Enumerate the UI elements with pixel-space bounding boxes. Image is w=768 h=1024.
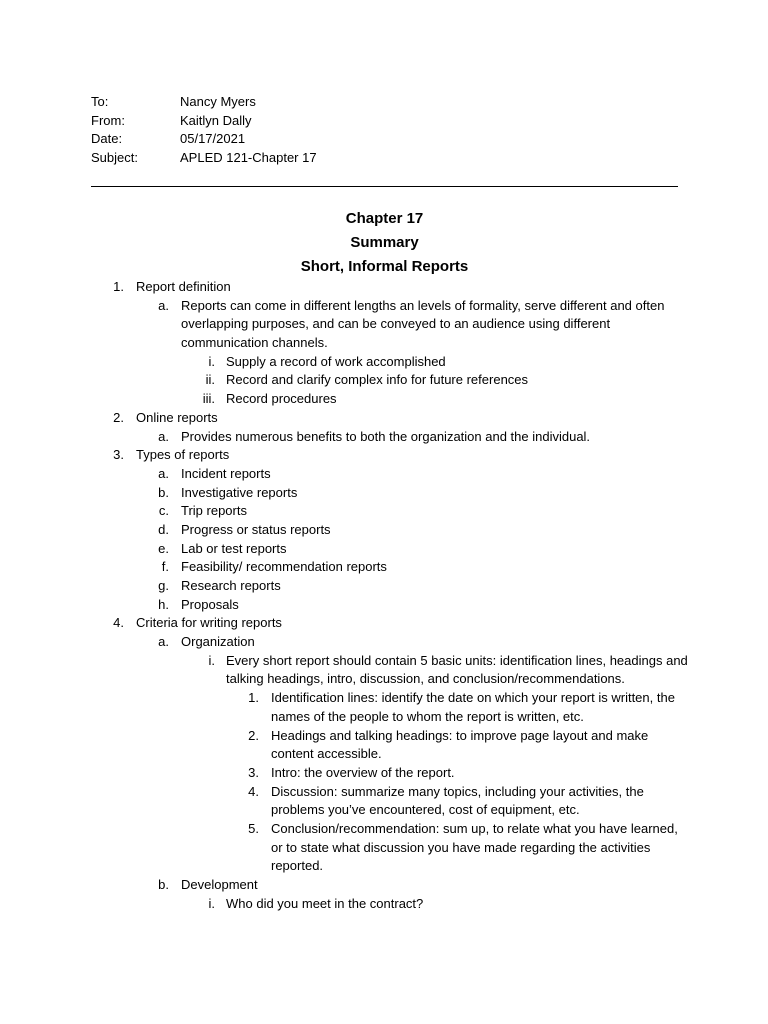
outline-text: Intro: the overview of the report. [271, 764, 455, 780]
outline-text: names of the people to whom the report is written, etc. [271, 708, 584, 724]
outline-line [0, 577, 768, 596]
outline-line [0, 502, 768, 521]
outline-marker: 2. [248, 727, 259, 743]
date-label: Date: [91, 131, 123, 146]
outline-text: or to state what discussion you have made regarding the activities [271, 839, 651, 855]
outline-marker: 4. [248, 783, 259, 799]
outline-text: Headings and talking headings: to improve page layout and make [271, 727, 649, 743]
outline-marker: g. [158, 578, 169, 593]
outline-line [0, 670, 768, 689]
outline-marker: i. [208, 895, 215, 911]
outline-line [0, 708, 768, 727]
outline-line [0, 353, 768, 372]
to-value: Nancy Myers [180, 94, 256, 109]
outline-text: Discussion: summarize many topics, including your activities, the [271, 783, 644, 799]
memo-row-subject [91, 149, 317, 168]
memo-row-to [91, 93, 317, 112]
outline-text: Research reports [181, 578, 281, 593]
outline-line [0, 315, 768, 334]
outline-text: Trip reports [181, 503, 247, 519]
outline-line [0, 409, 768, 428]
outline-line [0, 857, 768, 876]
from-label: From: [91, 112, 125, 128]
outline-marker: h. [158, 596, 169, 612]
outline-line [0, 652, 768, 671]
outline-text: Lab or test reports [181, 540, 287, 556]
outline-text: Proposals [181, 596, 239, 612]
outline-text: reported. [271, 858, 324, 874]
outline-line [0, 689, 768, 708]
outline-marker: a. [158, 428, 169, 444]
outline-text: overlapping purposes, and can be conveyed to an audience using different [181, 316, 611, 332]
outline-marker: 4. [113, 615, 124, 631]
outline-text: Identification lines: identify the date on which your report is written, the [271, 690, 675, 706]
outline-text: Feasibility/ recommendation reports [181, 559, 387, 575]
memo-row-from [91, 112, 317, 131]
outline-text: Types of reports [136, 447, 230, 463]
outline-text: Who did you meet in the contract? [226, 895, 424, 911]
outline-text: problems you’ve encountered, cost of equipment, etc. [271, 802, 580, 818]
outline-text: Conclusion/recommendation: sum up, to relate what you have learned, [271, 820, 678, 836]
document-subtitle: Short, Informal Reports [300, 258, 469, 275]
outline-line [0, 764, 768, 783]
outline-list [0, 278, 768, 913]
outline-marker: i. [208, 652, 215, 668]
to-label: To: [91, 94, 109, 109]
outline-line [0, 278, 768, 297]
outline-marker: 2. [113, 409, 124, 425]
from-value: Kaitlyn Dally [180, 112, 252, 128]
outline-line [0, 334, 768, 353]
chapter-title: Chapter 17 [345, 210, 424, 227]
outline-marker: b. [158, 484, 169, 500]
outline-line [0, 484, 768, 503]
outline-line [0, 465, 768, 484]
outline-text: Every short report should contain 5 basic units: identification lines, headings and [226, 652, 688, 668]
outline-text: communication channels. [181, 335, 328, 351]
outline-line [0, 745, 768, 764]
outline-marker: ii. [205, 372, 215, 388]
outline-text: Online reports [136, 409, 218, 425]
outline-text: content accessible. [271, 746, 382, 762]
memo-row-date [91, 130, 317, 149]
outline-line [0, 297, 768, 316]
outline-text: Incident reports [181, 465, 271, 481]
outline-line [0, 558, 768, 577]
outline-text: Record and clarify complex info for future references [226, 372, 529, 388]
outline-line [0, 820, 768, 839]
outline-line [0, 801, 768, 820]
outline-marker: f. [161, 559, 169, 575]
memo-header [91, 93, 317, 167]
outline-text: Investigative reports [181, 484, 298, 500]
outline-text: Development [181, 877, 258, 892]
outline-marker: a. [158, 465, 169, 481]
outline-line [0, 839, 768, 858]
subject-label: Subject: [91, 149, 138, 165]
subject-value: APLED 121-Chapter 17 [180, 149, 317, 165]
outline-marker: iii. [202, 391, 215, 407]
outline-line [0, 540, 768, 559]
outline-text: talking headings, intro, discussion, and conclusion/recommendations. [226, 671, 625, 687]
header-divider [91, 186, 678, 187]
outline-line [0, 390, 768, 409]
outline-text: Organization [181, 634, 255, 650]
outline-line [0, 727, 768, 746]
outline-line [0, 371, 768, 390]
outline-line [0, 895, 768, 914]
outline-text: Reports can come in different lengths an levels of formality, serve different and often [181, 297, 665, 313]
outline-text: Report definition [136, 279, 231, 294]
outline-marker: a. [158, 634, 169, 650]
date-value: 05/17/2021 [180, 131, 246, 146]
outline-marker: b. [158, 877, 169, 892]
outline-text: Criteria for writing reports [136, 615, 282, 631]
outline-line [0, 633, 768, 652]
outline-line [0, 446, 768, 465]
outline-line [0, 596, 768, 615]
outline-text: Progress or status reports [181, 521, 331, 537]
outline-marker: d. [158, 521, 169, 537]
outline-marker: a. [158, 297, 169, 313]
outline-line [0, 876, 768, 895]
outline-marker: c. [158, 503, 169, 519]
outline-line [0, 783, 768, 802]
outline-marker: 1. [248, 690, 259, 706]
outline-marker: 5. [248, 820, 259, 836]
outline-line [0, 521, 768, 540]
outline-marker: 3. [248, 764, 259, 780]
outline-text: Provides numerous benefits to both the organization and the individual. [181, 428, 591, 444]
outline-text: Record procedures [226, 391, 337, 407]
outline-line [0, 428, 768, 447]
outline-line [0, 614, 768, 633]
outline-text: Supply a record of work accomplished [226, 353, 446, 369]
summary-title: Summary [350, 234, 419, 251]
outline-marker: e. [158, 540, 169, 556]
outline-marker: i. [208, 353, 215, 369]
outline-marker: 3. [113, 447, 124, 463]
outline-marker: 1. [113, 279, 124, 294]
